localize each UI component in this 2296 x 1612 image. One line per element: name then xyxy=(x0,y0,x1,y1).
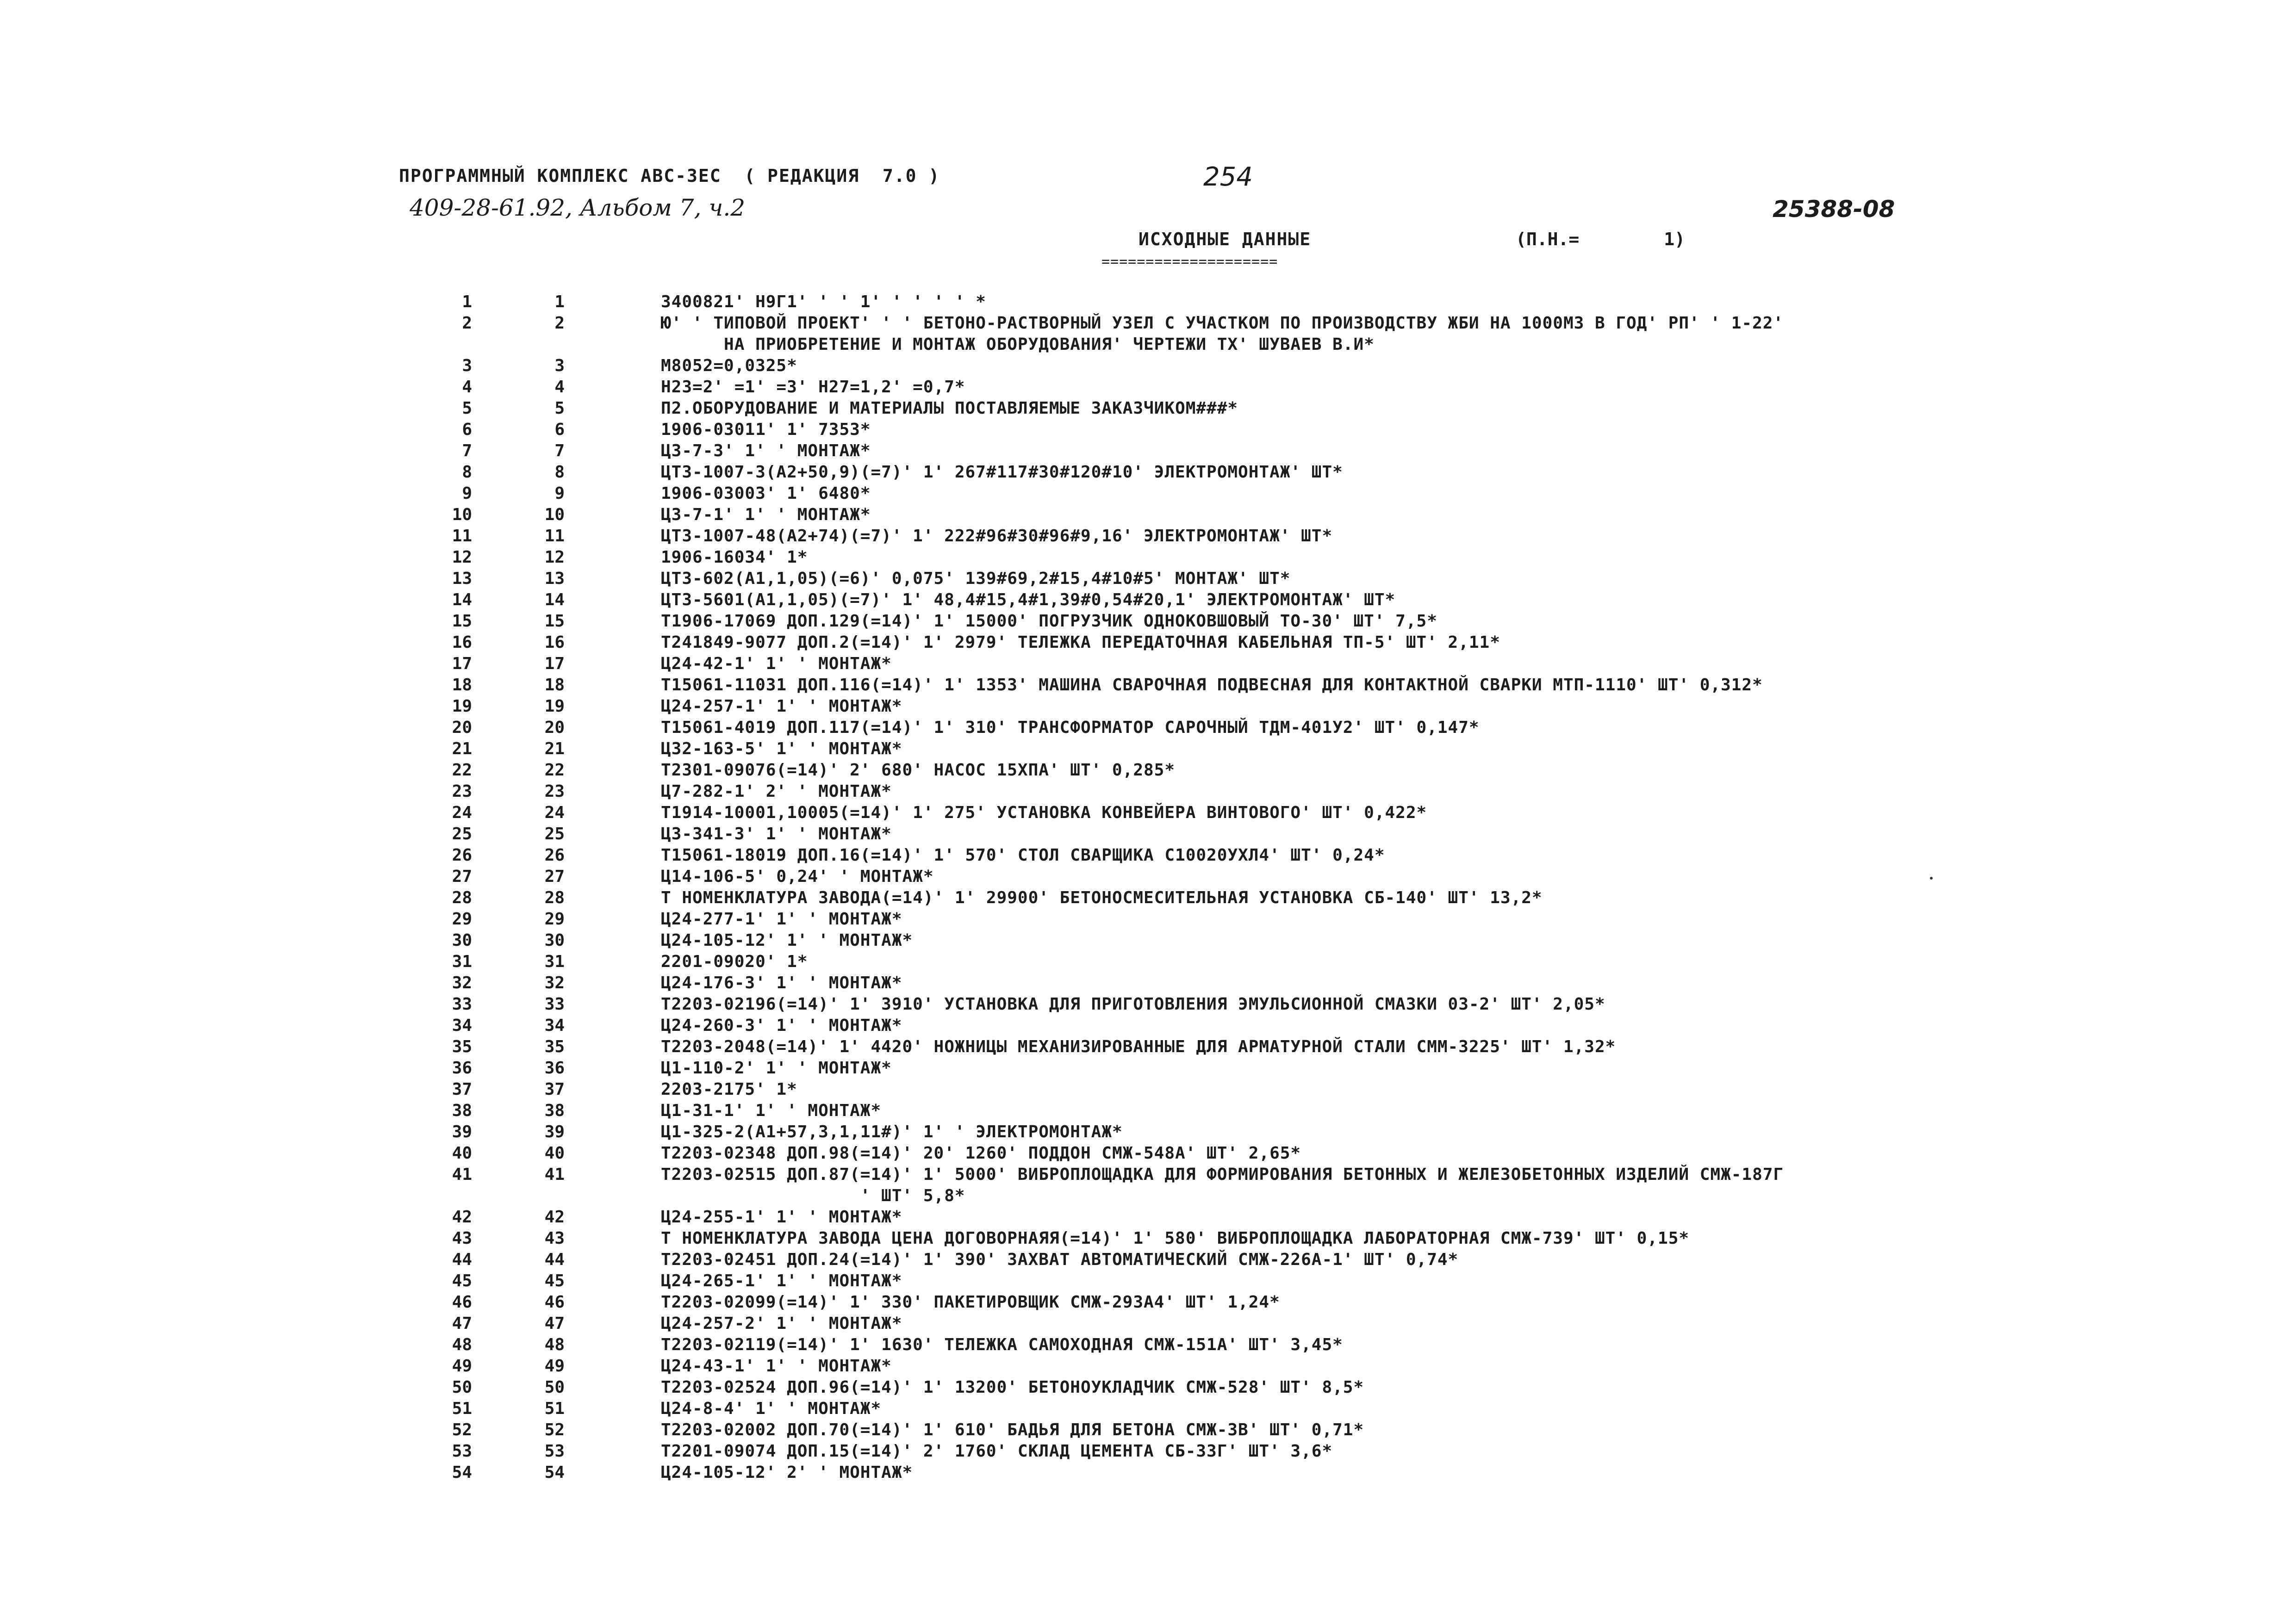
record-number: 4 xyxy=(554,378,565,397)
record-text: Т2203-2048(=14)' 1' 4420' НОЖНИЦЫ МЕХАНИЗИРОВАННЫЕ ДЛЯ АРМАТУРНОЙ СТАЛИ СММ-3225' ШТ' 1,32* xyxy=(661,1037,1616,1056)
list-item xyxy=(0,527,2296,548)
record-number: 49 xyxy=(544,1357,565,1376)
list-item xyxy=(0,718,2296,739)
line-number: 40 xyxy=(452,1144,472,1163)
record-number: 5 xyxy=(554,399,565,418)
record-text: Т15061-18019 ДОП.16(=14)' 1' 570' СТОЛ СВАРЩИКА С10020УХЛ4' ШТ' 0,24* xyxy=(661,846,1385,865)
record-text: Т2203-02515 ДОП.87(=14)' 1' 5000' ВИБРОПЛОЩАДКА ДЛЯ ФОРМИРОВАНИЯ БЕТОННЫХ И ЖЕЛЕЗОБЕТОННЫХ ИЗДЕЛИЙ СМЖ-187Г xyxy=(661,1165,1784,1184)
record-number: 37 xyxy=(544,1080,565,1099)
record-number: 45 xyxy=(544,1271,565,1290)
record-number: 53 xyxy=(544,1442,565,1461)
record-text: 2201-09020' 1* xyxy=(661,952,808,971)
line-number: 38 xyxy=(452,1101,472,1120)
line-number: 22 xyxy=(452,761,472,780)
record-text: Т2203-02119(=14)' 1' 1630' ТЕЛЕЖКА САМОХОДНАЯ СМЖ-151А' ШТ' 3,45* xyxy=(661,1335,1343,1354)
line-number: 26 xyxy=(452,846,472,865)
record-number: 30 xyxy=(544,931,565,950)
record-number: 32 xyxy=(544,973,565,992)
line-number: 4 xyxy=(462,378,472,397)
record-text-continuation: ' ШТ' 5,8* xyxy=(661,1186,965,1205)
line-number: 7 xyxy=(462,441,472,460)
record-text: 1906-03011' 1' 7353* xyxy=(661,420,871,439)
list-item xyxy=(0,995,2296,1016)
list-item xyxy=(0,825,2296,846)
line-number: 36 xyxy=(452,1059,472,1078)
record-number: 54 xyxy=(544,1463,565,1482)
line-number: 3 xyxy=(462,356,472,375)
record-text: Т1906-17069 ДОП.129(=14)' 1' 15000' ПОГРУЗЧИК ОДНОКОВШОВЫЙ ТО-30' ШТ' 7,5* xyxy=(661,612,1437,631)
line-number: 32 xyxy=(452,973,472,992)
line-number: 28 xyxy=(452,888,472,907)
record-number: 24 xyxy=(544,803,565,822)
line-number: 43 xyxy=(452,1229,472,1248)
line-number: 37 xyxy=(452,1080,472,1099)
scan-speck xyxy=(1930,877,1933,880)
record-text: Ц3-7-1' 1' ' МОНТАЖ* xyxy=(661,505,871,524)
list-item xyxy=(0,505,2296,527)
record-text: Ц3-341-3' 1' ' МОНТАЖ* xyxy=(661,825,892,843)
line-number: 46 xyxy=(452,1293,472,1312)
record-number: 44 xyxy=(544,1250,565,1269)
record-number: 41 xyxy=(544,1165,565,1184)
record-text: Т2301-09076(=14)' 2' 680' НАСОС 15ХПА' ШТ' 0,285* xyxy=(661,761,1176,780)
list-item xyxy=(0,612,2296,633)
list-item xyxy=(0,484,2296,505)
list-item xyxy=(0,399,2296,420)
record-text: Ц24-43-1' 1' ' МОНТАЖ* xyxy=(661,1357,892,1376)
record-text: Н23=2' =1' =3' Н27=1,2' =0,7* xyxy=(661,378,965,397)
record-text: Т2201-09074 ДОП.15(=14)' 2' 1760' СКЛАД ЦЕМЕНТА СБ-33Г' ШТ' 3,6* xyxy=(661,1442,1333,1461)
list-item xyxy=(0,1399,2296,1420)
record-number: 26 xyxy=(544,846,565,865)
record-text: 2203-2175' 1* xyxy=(661,1080,797,1099)
list-item xyxy=(0,803,2296,825)
record-text: Ц1-110-2' 1' ' МОНТАЖ* xyxy=(661,1059,892,1078)
list-item xyxy=(0,1357,2296,1378)
record-number: 50 xyxy=(544,1378,565,1397)
record-text: Ю' ' ТИПОВОЙ ПРОЕКТ' ' ' БЕТОНО-РАСТВОРНЫЙ УЗЕЛ С УЧАСТКОМ ПО ПРОИЗВОДСТВУ ЖБИ НА 1000М3 В ГОД' РП' ' 1-22' xyxy=(661,314,1784,333)
list-item xyxy=(0,1271,2296,1293)
record-number: 34 xyxy=(544,1016,565,1035)
record-text: Т НОМЕНКЛАТУРА ЗАВОДА(=14)' 1' 29900' БЕТОНОСМЕСИТЕЛЬНАЯ УСТАНОВКА СБ-140' ШТ' 13,2* xyxy=(661,888,1543,907)
record-text: Ц24-277-1' 1' ' МОНТАЖ* xyxy=(661,910,902,929)
title-underline: ==================== xyxy=(1101,254,1278,270)
line-number: 39 xyxy=(452,1122,472,1141)
line-number: 24 xyxy=(452,803,472,822)
record-text: Ц1-31-1' 1' ' МОНТАЖ* xyxy=(661,1101,882,1120)
list-item xyxy=(0,1335,2296,1357)
record-text: Т15061-11031 ДОП.116(=14)' 1' 1353' МАШИНА СВАРОЧНАЯ ПОДВЕСНАЯ ДЛЯ КОНТАКТНОЙ СВАРКИ МТП-1110' ШТ' 0,312* xyxy=(661,676,1763,694)
record-text: Ц24-257-1' 1' ' МОНТАЖ* xyxy=(661,697,902,716)
list-item xyxy=(0,590,2296,612)
list-item xyxy=(0,1250,2296,1271)
list-item xyxy=(0,1229,2296,1250)
line-number: 52 xyxy=(452,1420,472,1439)
record-text: 1906-03003' 1' 6480* xyxy=(661,484,871,503)
record-text: Ц24-105-12' 1' ' МОНТАЖ* xyxy=(661,931,913,950)
line-number: 53 xyxy=(452,1442,472,1461)
record-text: Т НОМЕНКЛАТУРА ЗАВОДА ЦЕНА ДОГОВОРНАЯЯ(=14)' 1' 580' ВИБРОПЛОЩАДКА ЛАБОРАТОРНАЯ СМЖ-739' ШТ' 0,15* xyxy=(661,1229,1690,1248)
record-text: Т2203-02451 ДОП.24(=14)' 1' 390' ЗАХВАТ АВТОМАТИЧЕСКИЙ СМЖ-226А-1' ШТ' 0,74* xyxy=(661,1250,1459,1269)
record-text: Т2203-02099(=14)' 1' 330' ПАКЕТИРОВЩИК СМЖ-293А4' ШТ' 1,24* xyxy=(661,1293,1280,1312)
list-item xyxy=(0,1463,2296,1484)
line-number: 5 xyxy=(462,399,472,418)
data-listing xyxy=(0,292,2296,1484)
record-number: 46 xyxy=(544,1293,565,1312)
line-number: 50 xyxy=(452,1378,472,1397)
line-number: 19 xyxy=(452,697,472,716)
line-number: 8 xyxy=(462,463,472,482)
record-number: 10 xyxy=(544,505,565,524)
record-number: 16 xyxy=(544,633,565,652)
record-number: 38 xyxy=(544,1101,565,1120)
document-title: ИСХОДНЫЕ ДАННЫЕ xyxy=(1139,229,1312,249)
pn-label: (П.Н.= 1) xyxy=(1516,229,1686,249)
record-number: 23 xyxy=(544,782,565,801)
line-number: 15 xyxy=(452,612,472,631)
line-number: 35 xyxy=(452,1037,472,1056)
record-text: Ц24-8-4' 1' ' МОНТАЖ* xyxy=(661,1399,882,1418)
line-number: 48 xyxy=(452,1335,472,1354)
record-number: 2 xyxy=(554,314,565,333)
list-item xyxy=(0,910,2296,931)
line-number: 17 xyxy=(452,654,472,673)
line-number: 10 xyxy=(452,505,472,524)
record-number: 42 xyxy=(544,1208,565,1227)
record-number: 22 xyxy=(544,761,565,780)
list-item xyxy=(0,973,2296,995)
list-item xyxy=(0,676,2296,697)
record-text: Ц24-260-3' 1' ' МОНТАЖ* xyxy=(661,1016,902,1035)
list-item xyxy=(0,1037,2296,1059)
record-number: 47 xyxy=(544,1314,565,1333)
list-item xyxy=(0,441,2296,463)
record-number: 35 xyxy=(544,1037,565,1056)
line-number: 21 xyxy=(452,739,472,758)
line-number: 13 xyxy=(452,569,472,588)
record-text: Т241849-9077 ДОП.2(=14)' 1' 2979' ТЕЛЕЖКА ПЕРЕДАТОЧНАЯ КАБЕЛЬНАЯ ТП-5' ШТ' 2,11* xyxy=(661,633,1500,652)
record-number: 40 xyxy=(544,1144,565,1163)
handwritten-project-number: 25388-08 xyxy=(1773,196,1895,223)
line-number: 14 xyxy=(452,590,472,609)
line-number: 18 xyxy=(452,676,472,694)
list-item xyxy=(0,888,2296,910)
line-number: 25 xyxy=(452,825,472,843)
line-number: 16 xyxy=(452,633,472,652)
list-item xyxy=(0,1144,2296,1165)
record-number: 3 xyxy=(554,356,565,375)
list-item xyxy=(0,292,2296,314)
record-number: 7 xyxy=(554,441,565,460)
record-text: Ц24-255-1' 1' ' МОНТАЖ* xyxy=(661,1208,902,1227)
record-text: Ц24-257-2' 1' ' МОНТАЖ* xyxy=(661,1314,902,1333)
handwritten-album-note: 409-28-61.92, Альбом 7, ч.2 xyxy=(410,194,746,221)
record-text: Ц14-106-5' 0,24' ' МОНТАЖ* xyxy=(661,867,934,886)
record-number: 28 xyxy=(544,888,565,907)
list-item xyxy=(0,846,2296,867)
record-number: 20 xyxy=(544,718,565,737)
list-item xyxy=(0,1208,2296,1229)
line-number: 27 xyxy=(452,867,472,886)
line-number: 45 xyxy=(452,1271,472,1290)
list-item xyxy=(0,548,2296,569)
line-number: 11 xyxy=(452,527,472,546)
list-item xyxy=(0,952,2296,973)
record-text: Ц24-265-1' 1' ' МОНТАЖ* xyxy=(661,1271,902,1290)
record-number: 25 xyxy=(544,825,565,843)
record-text: ЦТ3-602(А1,1,05)(=6)' 0,075' 139#69,2#15,4#10#5' МОНТАЖ' ШТ* xyxy=(661,569,1291,588)
list-item xyxy=(0,1314,2296,1335)
record-text: Т2203-02196(=14)' 1' 3910' УСТАНОВКА ДЛЯ ПРИГОТОВЛЕНИЯ ЭМУЛЬСИОННОЙ СМАЗКИ 03-2' ШТ' 2,05* xyxy=(661,995,1605,1014)
record-number: 15 xyxy=(544,612,565,631)
record-number: 8 xyxy=(554,463,565,482)
line-number: 49 xyxy=(452,1357,472,1376)
record-text: Ц24-42-1' 1' ' МОНТАЖ* xyxy=(661,654,892,673)
line-number: 2 xyxy=(462,314,472,333)
list-item xyxy=(0,356,2296,378)
record-number: 1 xyxy=(554,292,565,311)
record-text: Ц32-163-5' 1' ' МОНТАЖ* xyxy=(661,739,902,758)
line-number: 33 xyxy=(452,995,472,1014)
line-number: 54 xyxy=(452,1463,472,1482)
record-text: Т15061-4019 ДОП.117(=14)' 1' 310' ТРАНСФОРМАТОР САРОЧНЫЙ ТДМ-401У2' ШТ' 0,147* xyxy=(661,718,1480,737)
list-item xyxy=(0,697,2296,718)
list-item xyxy=(0,782,2296,803)
record-text: Т1914-10001,10005(=14)' 1' 275' УСТАНОВКА КОНВЕЙЕРА ВИНТОВОГО' ШТ' 0,422* xyxy=(661,803,1427,822)
line-number: 9 xyxy=(462,484,472,503)
line-number: 1 xyxy=(462,292,472,311)
record-text: 1906-16034' 1* xyxy=(661,548,808,567)
list-item xyxy=(0,378,2296,399)
list-item xyxy=(0,420,2296,441)
line-number: 51 xyxy=(452,1399,472,1418)
list-item xyxy=(0,1165,2296,1208)
list-item xyxy=(0,633,2296,654)
list-item xyxy=(0,1059,2296,1080)
line-number: 34 xyxy=(452,1016,472,1035)
page-number: 254 xyxy=(1203,162,1253,192)
line-number: 41 xyxy=(452,1165,472,1184)
list-item xyxy=(0,931,2296,952)
record-number: 6 xyxy=(554,420,565,439)
record-text: Т2203-02348 ДОП.98(=14)' 20' 1260' ПОДДОН СМЖ-548А' ШТ' 2,65* xyxy=(661,1144,1301,1163)
list-item xyxy=(0,1293,2296,1314)
record-text: Ц1-325-2(А1+57,3,1,11#)' 1' ' ЭЛЕКТРОМОНТАЖ* xyxy=(661,1122,1123,1141)
record-text: Т2203-02524 ДОП.96(=14)' 1' 13200' БЕТОНОУКЛАДЧИК СМЖ-528' ШТ' 8,5* xyxy=(661,1378,1364,1397)
record-number: 36 xyxy=(544,1059,565,1078)
line-number: 20 xyxy=(452,718,472,737)
list-item xyxy=(0,1442,2296,1463)
record-number: 13 xyxy=(544,569,565,588)
record-number: 18 xyxy=(544,676,565,694)
line-number: 42 xyxy=(452,1208,472,1227)
record-number: 39 xyxy=(544,1122,565,1141)
list-item xyxy=(0,463,2296,484)
record-number: 48 xyxy=(544,1335,565,1354)
record-text: ЦТ3-1007-48(А2+74)(=7)' 1' 222#96#30#96#9,16' ЭЛЕКТРОМОНТАЖ' ШТ* xyxy=(661,527,1333,546)
record-number: 21 xyxy=(544,739,565,758)
list-item xyxy=(0,761,2296,782)
list-item xyxy=(0,1122,2296,1144)
line-number: 30 xyxy=(452,931,472,950)
record-number: 11 xyxy=(544,527,565,546)
line-number: 44 xyxy=(452,1250,472,1269)
line-number: 23 xyxy=(452,782,472,801)
list-item xyxy=(0,569,2296,590)
record-number: 51 xyxy=(544,1399,565,1418)
line-number: 29 xyxy=(452,910,472,929)
list-item xyxy=(0,867,2296,888)
record-text: Ц3-7-3' 1' ' МОНТАЖ* xyxy=(661,441,871,460)
record-number: 19 xyxy=(544,697,565,716)
record-number: 33 xyxy=(544,995,565,1014)
record-text: Ц24-105-12' 2' ' МОНТАЖ* xyxy=(661,1463,913,1482)
list-item xyxy=(0,1420,2296,1442)
list-item xyxy=(0,1080,2296,1101)
list-item xyxy=(0,314,2296,356)
line-number: 12 xyxy=(452,548,472,567)
record-number: 27 xyxy=(544,867,565,886)
record-text: Ц7-282-1' 2' ' МОНТАЖ* xyxy=(661,782,892,801)
record-text: Т2203-02002 ДОП.70(=14)' 1' 610' БАДЬЯ ДЛЯ БЕТОНА СМЖ-3В' ШТ' 0,71* xyxy=(661,1420,1364,1439)
record-number: 17 xyxy=(544,654,565,673)
list-item xyxy=(0,1101,2296,1122)
record-text: 3400821' Н9Г1' ' ' 1' ' ' ' ' * xyxy=(661,292,986,311)
list-item xyxy=(0,1378,2296,1399)
record-text: ЦТ3-5601(А1,1,05)(=7)' 1' 48,4#15,4#1,39#0,54#20,1' ЭЛЕКТРОМОНТАЖ' ШТ* xyxy=(661,590,1396,609)
list-item xyxy=(0,1016,2296,1037)
record-number: 9 xyxy=(554,484,565,503)
record-text: ЦТ3-1007-3(А2+50,9)(=7)' 1' 267#117#30#120#10' ЭЛЕКТРОМОНТАЖ' ШТ* xyxy=(661,463,1343,482)
record-text: П2.ОБОРУДОВАНИЕ И МАТЕРИАЛЫ ПОСТАВЛЯЕМЫЕ ЗАКАЗЧИКОМ###* xyxy=(661,399,1238,418)
record-number: 12 xyxy=(544,548,565,567)
line-number: 31 xyxy=(452,952,472,971)
record-text: М8052=0,0325* xyxy=(661,356,797,375)
record-number: 31 xyxy=(544,952,565,971)
line-number: 6 xyxy=(462,420,472,439)
line-number: 47 xyxy=(452,1314,472,1333)
list-item xyxy=(0,654,2296,676)
record-number: 14 xyxy=(544,590,565,609)
record-text: Ц24-176-3' 1' ' МОНТАЖ* xyxy=(661,973,902,992)
list-item xyxy=(0,739,2296,761)
program-header: ПРОГРАММНЫЙ КОМПЛЕКС АВС-3ЕС ( РЕДАКЦИЯ 7.0 ) xyxy=(399,166,940,186)
record-number: 29 xyxy=(544,910,565,929)
record-number: 52 xyxy=(544,1420,565,1439)
record-text-continuation: НА ПРИОБРЕТЕНИЕ И МОНТАЖ ОБОРУДОВАНИЯ' ЧЕРТЕЖИ ТХ' ШУВАЕВ В.И* xyxy=(661,335,1375,354)
record-number: 43 xyxy=(544,1229,565,1248)
